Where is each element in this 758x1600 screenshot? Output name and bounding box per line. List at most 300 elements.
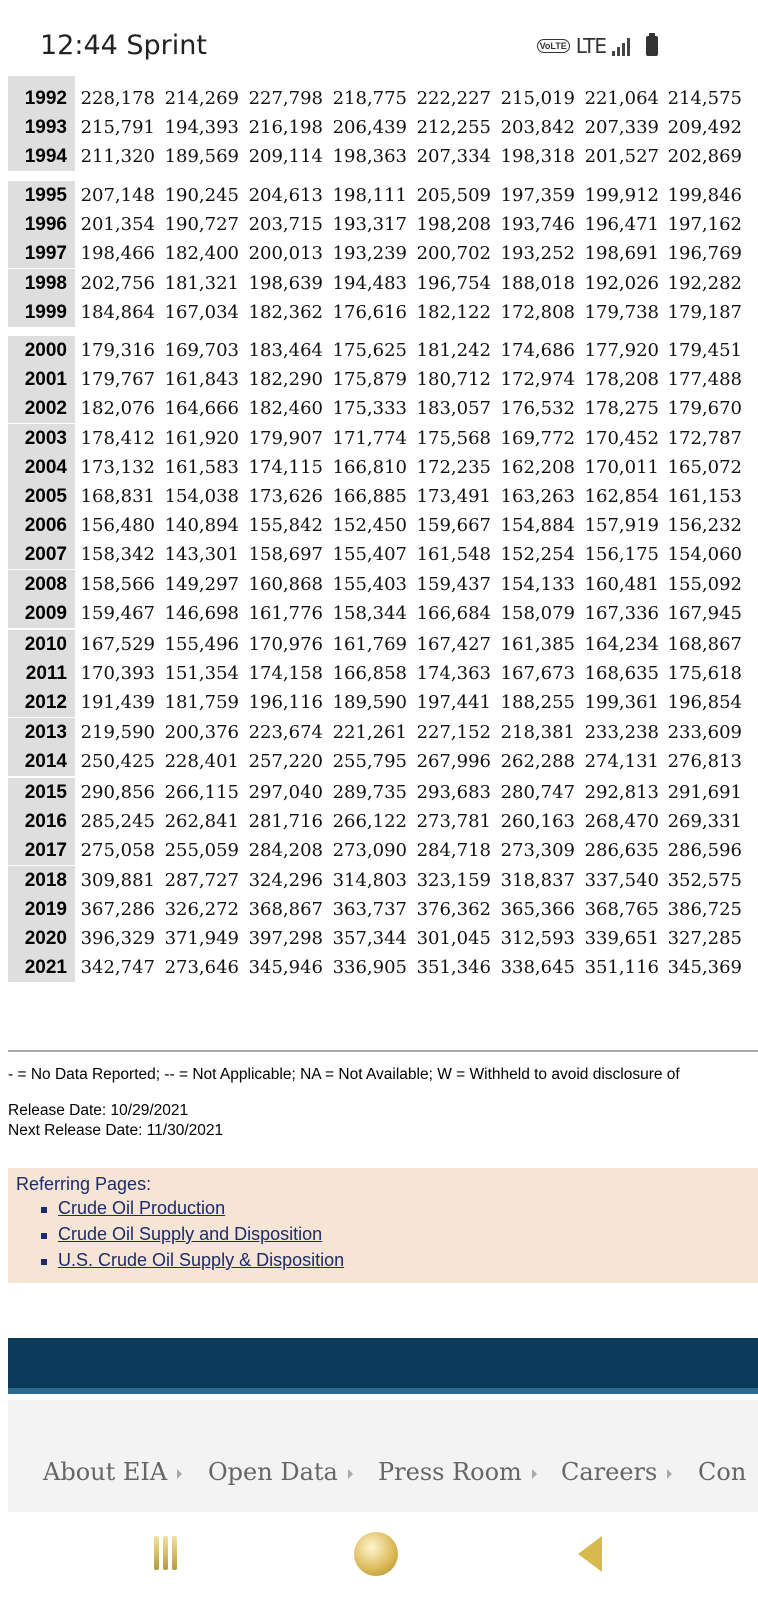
year-label: 2019	[24, 898, 67, 920]
value-cell: 284,718	[416, 840, 491, 862]
value-cell: 285,245	[80, 811, 155, 833]
value-cell: 223,674	[248, 721, 323, 743]
value-cell: 172,974	[500, 369, 575, 391]
value-cell: 181,321	[164, 272, 239, 294]
value-cell: 170,452	[584, 427, 659, 449]
year-cell	[8, 570, 75, 599]
year-label: 1993	[24, 117, 67, 139]
link-crude-oil-supply-disposition[interactable]: Crude Oil Supply and Disposition	[58, 1224, 323, 1244]
table-row	[8, 210, 758, 239]
year-cell	[8, 747, 75, 776]
value-cell: 227,798	[248, 88, 323, 109]
value-cell: 161,385	[500, 634, 575, 655]
referring-pages-list	[38, 1198, 344, 1276]
value-cell: 196,769	[667, 243, 742, 265]
value-cell: 345,946	[248, 957, 323, 979]
value-cell: 284,208	[248, 840, 323, 862]
value-cell: 218,381	[500, 721, 575, 743]
year-label: 2015	[24, 782, 67, 803]
year-column-top	[8, 76, 75, 84]
value-cell: 352,575	[667, 869, 742, 891]
value-cell: 200,013	[248, 243, 323, 265]
value-cell: 184,864	[80, 301, 155, 323]
value-cell: 367,286	[80, 898, 155, 920]
value-cell: 207,339	[584, 117, 659, 139]
value-cell: 151,354	[164, 663, 239, 685]
divider	[8, 1050, 758, 1052]
value-cell: 292,813	[584, 782, 659, 803]
value-cell: 155,496	[164, 634, 239, 655]
year-label: 2018	[24, 869, 67, 891]
value-cell: 179,316	[80, 340, 155, 361]
year-label: 2012	[24, 692, 67, 714]
value-cell: 190,727	[164, 214, 239, 236]
value-cell: 162,208	[500, 456, 575, 478]
year-cell	[8, 778, 75, 807]
value-cell: 140,894	[164, 515, 239, 537]
year-cell	[8, 540, 75, 569]
value-cell: 199,361	[584, 692, 659, 714]
value-cell: 196,854	[667, 692, 742, 714]
value-cell: 289,735	[332, 782, 407, 803]
value-cell: 175,568	[416, 427, 491, 449]
footer-band-strip	[8, 1388, 758, 1394]
footer-nav-label: Press Room	[378, 1458, 522, 1486]
year-label: 2002	[24, 398, 67, 420]
year-label: 1992	[24, 88, 67, 109]
year-label: 2020	[24, 928, 67, 949]
value-cell: 171,774	[332, 427, 407, 449]
value-cell: 179,767	[80, 369, 155, 391]
value-cell: 257,220	[248, 750, 323, 772]
value-cell: 211,320	[80, 146, 155, 168]
table-row	[8, 394, 758, 423]
value-cell: 163,263	[500, 486, 575, 507]
value-cell: 198,318	[500, 146, 575, 168]
table-row	[8, 836, 758, 865]
value-cell: 179,738	[584, 301, 659, 323]
value-cell: 255,059	[164, 840, 239, 862]
table-row	[8, 599, 758, 628]
value-cell: 174,115	[248, 456, 323, 478]
value-cell: 327,285	[667, 928, 742, 949]
value-cell: 209,492	[667, 117, 742, 139]
value-cell: 203,842	[500, 117, 575, 139]
value-cell: 178,275	[584, 398, 659, 420]
value-cell: 161,843	[164, 369, 239, 391]
status-icons	[537, 34, 658, 58]
value-cell: 168,831	[80, 486, 155, 507]
value-cell: 386,725	[667, 898, 742, 920]
value-cell: 357,344	[332, 928, 407, 949]
list-item	[38, 1224, 344, 1250]
year-label: 2001	[24, 369, 67, 391]
value-cell: 156,232	[667, 515, 742, 537]
value-cell: 286,635	[584, 840, 659, 862]
value-cell: 175,879	[332, 369, 407, 391]
value-cell: 188,255	[500, 692, 575, 714]
table-row	[8, 511, 758, 540]
value-cell: 179,907	[248, 427, 323, 449]
value-cell: 161,583	[164, 456, 239, 478]
value-cell: 179,187	[667, 301, 742, 323]
footer-nav-label: About EIA	[43, 1458, 168, 1486]
value-cell: 275,058	[80, 840, 155, 862]
year-cell	[8, 688, 75, 717]
value-cell: 193,317	[332, 214, 407, 236]
value-cell: 166,684	[416, 602, 491, 624]
year-cell	[8, 365, 75, 394]
value-cell: 198,363	[332, 146, 407, 168]
value-cell: 280,747	[500, 782, 575, 803]
value-cell: 309,881	[80, 869, 155, 891]
value-cell: 269,331	[667, 811, 742, 833]
value-cell: 205,509	[416, 185, 491, 206]
value-cell: 351,346	[416, 957, 491, 979]
value-cell: 156,480	[80, 515, 155, 537]
value-cell: 182,076	[80, 398, 155, 420]
value-cell: 290,856	[80, 782, 155, 803]
year-cell	[8, 142, 75, 171]
value-cell: 166,885	[332, 486, 407, 507]
value-cell: 174,363	[416, 663, 491, 685]
value-cell: 228,401	[164, 750, 239, 772]
table-row	[8, 866, 758, 895]
value-cell: 174,158	[248, 663, 323, 685]
value-cell: 207,334	[416, 146, 491, 168]
year-cell	[8, 895, 75, 924]
value-cell: 170,393	[80, 663, 155, 685]
year-cell	[8, 924, 75, 953]
value-cell: 170,976	[248, 634, 323, 655]
year-cell	[8, 807, 75, 836]
value-cell: 154,038	[164, 486, 239, 507]
value-cell: 161,153	[667, 486, 742, 507]
year-cell	[8, 659, 75, 688]
value-cell: 339,651	[584, 928, 659, 949]
value-cell: 351,116	[584, 957, 659, 979]
year-label: 1998	[24, 272, 67, 294]
value-cell: 179,670	[667, 398, 742, 420]
value-cell: 164,234	[584, 634, 659, 655]
year-label: 2008	[24, 573, 67, 595]
value-cell: 197,162	[667, 214, 742, 236]
footer-nav-open-data[interactable]	[208, 1458, 353, 1486]
value-cell: 199,846	[667, 185, 742, 206]
value-cell: 198,111	[332, 185, 407, 206]
value-cell: 212,255	[416, 117, 491, 139]
table-row	[8, 298, 758, 327]
table-row	[8, 239, 758, 268]
value-cell: 161,548	[416, 544, 491, 566]
value-cell: 167,529	[80, 634, 155, 655]
year-label: 2010	[24, 634, 67, 655]
value-cell: 161,920	[164, 427, 239, 449]
value-cell: 228,178	[80, 88, 155, 109]
value-cell: 273,309	[500, 840, 575, 862]
table-row	[8, 269, 758, 298]
value-cell: 176,532	[500, 398, 575, 420]
list-item	[38, 1198, 344, 1224]
footer-nav-label: Open Data	[208, 1458, 338, 1486]
table-row	[8, 365, 758, 394]
android-nav-bar	[0, 1512, 758, 1600]
value-cell: 191,439	[80, 692, 155, 714]
link-crude-oil-production[interactable]: Crude Oil Production	[58, 1198, 226, 1218]
release-info	[8, 1101, 223, 1141]
value-cell: 158,697	[248, 544, 323, 566]
value-cell: 181,242	[416, 340, 491, 361]
footer-nav-about-eia[interactable]	[43, 1458, 182, 1486]
value-cell: 207,148	[80, 185, 155, 206]
value-cell: 371,949	[164, 928, 239, 949]
value-cell: 215,019	[500, 88, 575, 109]
value-cell: 201,527	[584, 146, 659, 168]
year-label: 2007	[24, 544, 67, 566]
value-cell: 160,481	[584, 573, 659, 595]
table-row	[8, 659, 758, 688]
value-cell: 167,945	[667, 602, 742, 624]
year-cell	[8, 394, 75, 423]
value-cell: 159,667	[416, 515, 491, 537]
year-label: 2017	[24, 840, 67, 862]
value-cell: 172,235	[416, 456, 491, 478]
value-cell: 396,329	[80, 928, 155, 949]
year-label: 2021	[24, 957, 67, 979]
value-cell: 222,227	[416, 88, 491, 109]
year-cell	[8, 630, 75, 659]
value-cell: 162,854	[584, 486, 659, 507]
year-label: 2005	[24, 486, 67, 507]
value-cell: 156,175	[584, 544, 659, 566]
value-cell: 345,369	[667, 957, 742, 979]
value-cell: 155,407	[332, 544, 407, 566]
value-cell: 200,376	[164, 721, 239, 743]
year-cell	[8, 599, 75, 628]
value-cell: 175,333	[332, 398, 407, 420]
year-cell	[8, 718, 75, 747]
value-cell: 281,716	[248, 811, 323, 833]
value-cell: 312,593	[500, 928, 575, 949]
value-cell: 262,288	[500, 750, 575, 772]
chevron-right-icon	[667, 1469, 672, 1479]
year-cell	[8, 239, 75, 268]
value-cell: 337,540	[584, 869, 659, 891]
battery-icon	[646, 36, 658, 56]
value-cell: 157,919	[584, 515, 659, 537]
footer-nav-careers[interactable]	[561, 1458, 672, 1486]
year-cell	[8, 113, 75, 142]
year-label: 2011	[25, 663, 67, 685]
year-cell	[8, 336, 75, 365]
value-cell: 342,747	[80, 957, 155, 979]
value-cell: 198,466	[80, 243, 155, 265]
value-cell: 154,884	[500, 515, 575, 537]
value-cell: 183,464	[248, 340, 323, 361]
value-cell: 161,776	[248, 602, 323, 624]
table-row	[8, 84, 758, 113]
value-cell: 273,090	[332, 840, 407, 862]
year-label: 1999	[24, 301, 67, 323]
home-button[interactable]	[354, 1532, 398, 1576]
value-cell: 161,769	[332, 634, 407, 655]
value-cell: 193,239	[332, 243, 407, 265]
link-us-crude-oil-supply-disposition[interactable]: U.S. Crude Oil Supply & Disposition	[58, 1250, 345, 1270]
value-cell: 182,460	[248, 398, 323, 420]
status-time: 12:44 Sprint	[40, 30, 207, 61]
year-label: 2003	[24, 427, 67, 449]
value-cell: 233,238	[584, 721, 659, 743]
table-row	[8, 895, 758, 924]
value-cell: 167,336	[584, 602, 659, 624]
value-cell: 287,727	[164, 869, 239, 891]
year-cell	[8, 181, 75, 210]
year-label: 1997	[24, 243, 67, 265]
year-label: 1994	[24, 146, 67, 168]
recent-apps-button[interactable]	[150, 1536, 180, 1570]
value-cell: 262,841	[164, 811, 239, 833]
value-cell: 336,905	[332, 957, 407, 979]
value-cell: 143,301	[164, 544, 239, 566]
value-cell: 175,625	[332, 340, 407, 361]
table-row	[8, 953, 758, 982]
year-label: 1995	[24, 185, 67, 206]
signal-icon	[612, 36, 630, 56]
value-cell: 218,775	[332, 88, 407, 109]
value-cell: 178,412	[80, 427, 155, 449]
value-cell: 196,754	[416, 272, 491, 294]
table-row	[8, 688, 758, 717]
table-row	[8, 453, 758, 482]
value-cell: 158,079	[500, 602, 575, 624]
year-cell	[8, 424, 75, 453]
year-cell	[8, 836, 75, 865]
value-cell: 154,060	[667, 544, 742, 566]
value-cell: 182,122	[416, 301, 491, 323]
volte-icon: VoLTE	[537, 39, 570, 53]
value-cell: 301,045	[416, 928, 491, 949]
value-cell: 365,366	[500, 898, 575, 920]
value-cell: 219,590	[80, 721, 155, 743]
referring-pages-title: Referring Pages:	[16, 1174, 152, 1194]
year-cell	[8, 866, 75, 895]
value-cell: 368,765	[584, 898, 659, 920]
value-cell: 276,813	[667, 750, 742, 772]
value-cell: 318,837	[500, 869, 575, 891]
footer-nav-contact[interactable]	[698, 1458, 746, 1486]
value-cell: 152,450	[332, 515, 407, 537]
value-cell: 173,132	[80, 456, 155, 478]
value-cell: 149,297	[164, 573, 239, 595]
value-cell: 198,208	[416, 214, 491, 236]
value-cell: 194,393	[164, 117, 239, 139]
year-cell	[8, 482, 75, 511]
table-row	[8, 540, 758, 569]
value-cell: 179,451	[667, 340, 742, 361]
value-cell: 178,208	[584, 369, 659, 391]
value-cell: 214,575	[667, 88, 742, 109]
table-row	[8, 718, 758, 747]
value-cell: 338,645	[500, 957, 575, 979]
table-row	[8, 482, 758, 511]
table-row	[8, 113, 758, 142]
value-cell: 182,362	[248, 301, 323, 323]
value-cell: 326,272	[164, 898, 239, 920]
value-cell: 197,359	[500, 185, 575, 206]
value-cell: 199,912	[584, 185, 659, 206]
year-cell	[8, 84, 75, 113]
value-cell: 193,252	[500, 243, 575, 265]
table-row	[8, 747, 758, 776]
value-cell: 182,290	[248, 369, 323, 391]
value-cell: 192,026	[584, 272, 659, 294]
value-cell: 273,646	[164, 957, 239, 979]
table-row	[8, 181, 758, 210]
year-cell	[8, 210, 75, 239]
value-cell: 177,488	[667, 369, 742, 391]
year-label: 2004	[24, 456, 67, 478]
value-cell: 363,737	[332, 898, 407, 920]
value-cell: 260,163	[500, 811, 575, 833]
value-cell: 227,152	[416, 721, 491, 743]
value-cell: 169,772	[500, 427, 575, 449]
value-cell: 172,787	[667, 427, 742, 449]
chevron-right-icon	[532, 1469, 537, 1479]
value-cell: 160,868	[248, 573, 323, 595]
value-cell: 197,441	[416, 692, 491, 714]
footer-nav-press-room[interactable]	[378, 1458, 537, 1486]
chevron-right-icon	[177, 1469, 182, 1479]
value-cell: 190,245	[164, 185, 239, 206]
year-cell	[8, 953, 75, 982]
value-cell: 173,626	[248, 486, 323, 507]
value-cell: 397,298	[248, 928, 323, 949]
value-cell: 202,756	[80, 272, 155, 294]
value-cell: 206,439	[332, 117, 407, 139]
year-cell	[8, 269, 75, 298]
value-cell: 214,269	[164, 88, 239, 109]
value-cell: 158,342	[80, 544, 155, 566]
value-cell: 209,114	[248, 146, 323, 168]
next-release-date: Next Release Date: 11/30/2021	[8, 1122, 224, 1139]
value-cell: 198,691	[584, 243, 659, 265]
value-cell: 152,254	[500, 544, 575, 566]
value-cell: 194,483	[332, 272, 407, 294]
value-cell: 268,470	[584, 811, 659, 833]
value-cell: 196,116	[248, 692, 323, 714]
value-cell: 255,795	[332, 750, 407, 772]
value-cell: 203,715	[248, 214, 323, 236]
value-cell: 183,057	[416, 398, 491, 420]
value-cell: 216,198	[248, 117, 323, 139]
status-bar	[0, 0, 758, 80]
value-cell: 266,122	[332, 811, 407, 833]
value-cell: 188,018	[500, 272, 575, 294]
value-cell: 177,920	[584, 340, 659, 361]
footer-nav-label: Con	[698, 1458, 747, 1486]
value-cell: 169,703	[164, 340, 239, 361]
value-cell: 324,296	[248, 869, 323, 891]
value-cell: 297,040	[248, 782, 323, 803]
value-cell: 189,590	[332, 692, 407, 714]
value-cell: 174,686	[500, 340, 575, 361]
year-cell	[8, 453, 75, 482]
value-cell: 215,791	[80, 117, 155, 139]
value-cell: 202,869	[667, 146, 742, 168]
year-cell	[8, 511, 75, 540]
value-cell: 182,400	[164, 243, 239, 265]
back-button[interactable]	[578, 1536, 602, 1572]
